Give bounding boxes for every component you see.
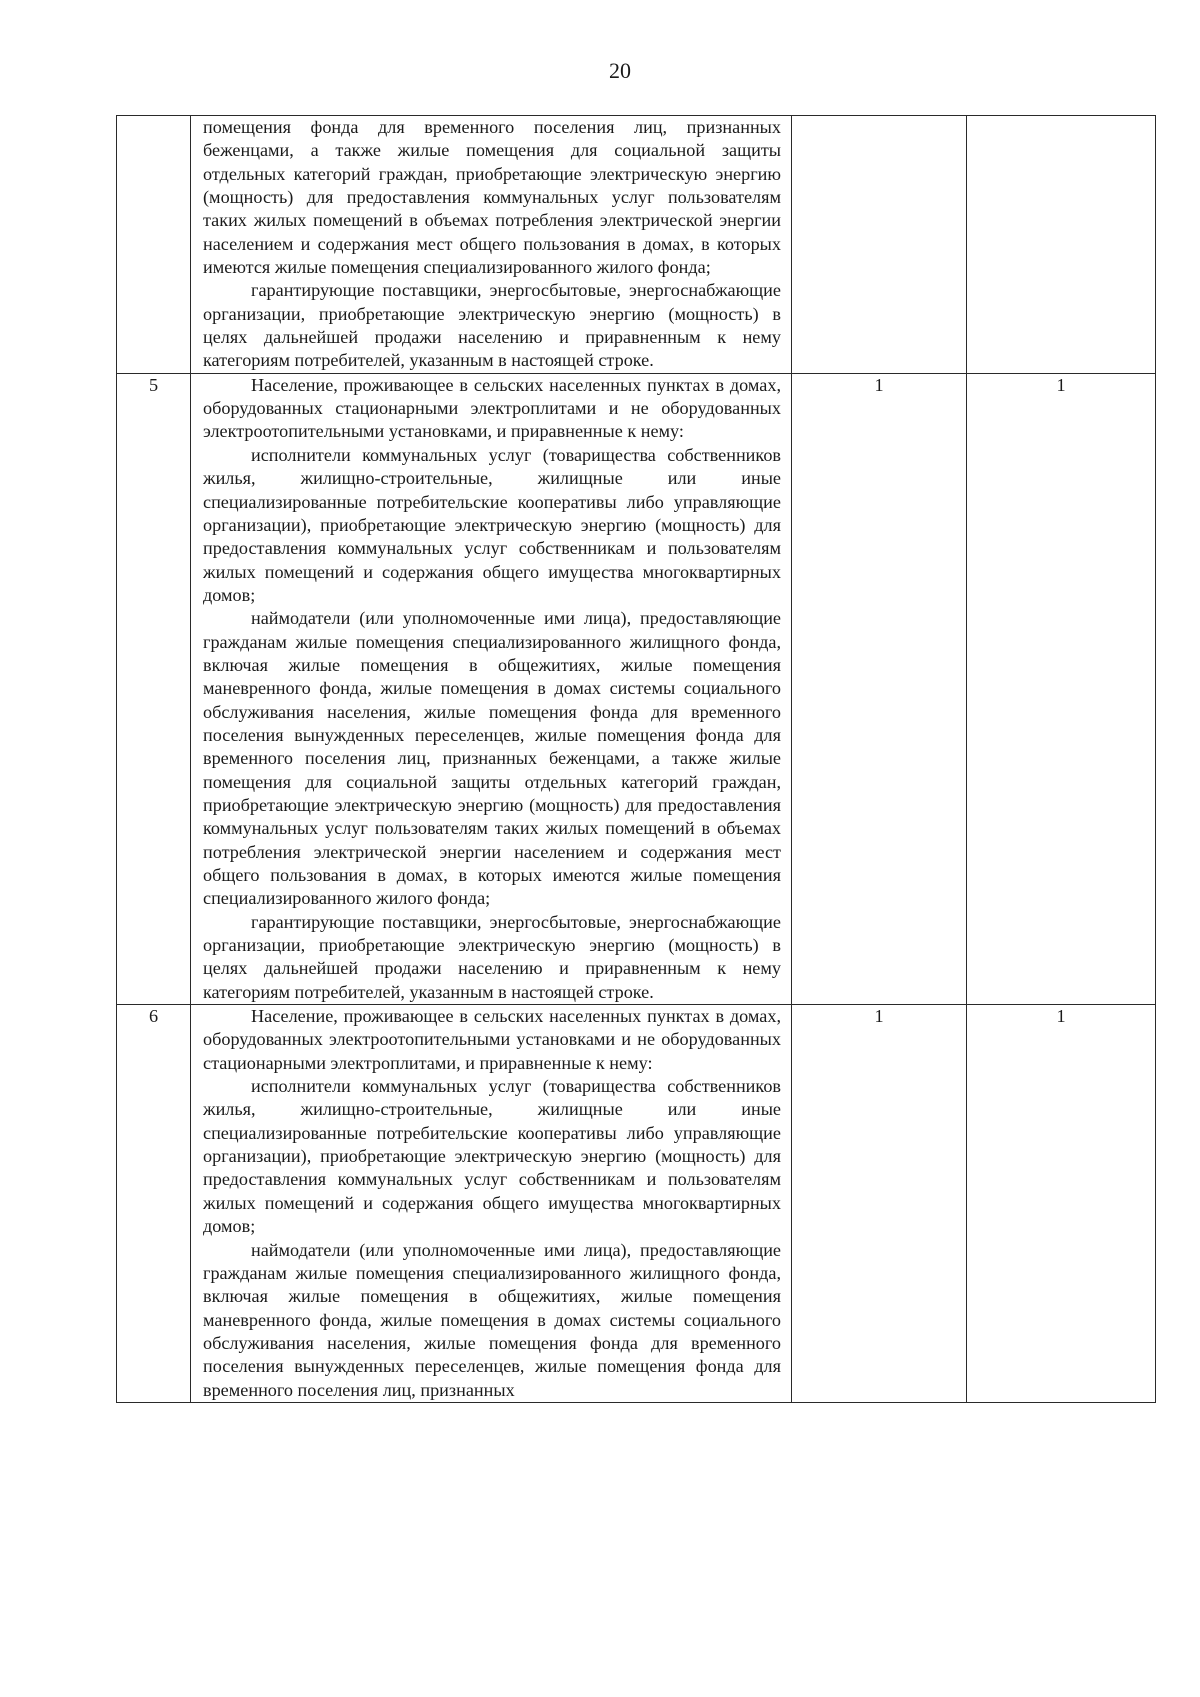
- row-description-cell: [191, 373, 792, 1004]
- value-1: 1: [874, 1006, 884, 1027]
- description-paragraph: наймодатели (или уполномоченные ими лица), предоставляющие гражданам жилые помещения специализированного жилищного фонда, включая жилые помещения в общежитиях, жилые помещения маневренного фонда, жилые помещения в домах системы социального обслуживания населения, жилые помещения фонда для временного поселения вынужденных переселенцев, жилые помещения фонда для временного поселения лиц, признанных беженцами, а также жилые помещения для социальной защиты отдельных категорий граждан, приобретающие электрическую энергию (мощность) для предоставления коммунальных услуг пользователям таких жилых помещений в объемах потребления электрической энергии населением и содержания мест общего пользования в домах, в которых имеются жилые помещения специализированного жилого фонда;: [203, 608, 781, 909]
- row-description-cell: [191, 1005, 792, 1403]
- value-2: 1: [1056, 1006, 1066, 1027]
- table-row: [117, 373, 1156, 1004]
- description-paragraph: Население, проживающее в сельских населенных пунктах в домах, оборудованных электроотопительными установками и не оборудованных стационарными электроплитами, и приравненные к нему:: [203, 1006, 781, 1073]
- value-cell-2: [967, 373, 1156, 1004]
- value-cell-1: [792, 1005, 967, 1403]
- table-row: [117, 1005, 1156, 1403]
- value-cell-1: [792, 373, 967, 1004]
- description-paragraph: наймодатели (или уполномоченные ими лица), предоставляющие гражданам жилые помещения специализированного жилищного фонда, включая жилые помещения в общежитиях, жилые помещения маневренного фонда, жилые помещения в домах системы социального обслуживания населения, жилые помещения фонда для временного поселения вынужденных переселенцев, жилые помещения фонда для временного поселения лиц, признанных: [203, 1239, 781, 1400]
- description-paragraph: исполнители коммунальных услуг (товарищества собственников жилья, жилищно-строительные, жилищные или иные специализированные потребительские кооперативы либо управляющие организации), приобретающие электрическую энергию (мощность) для предоставления коммунальных услуг собственникам и пользователям жилых помещений и содержания общего имущества многоквартирных домов;: [203, 1076, 781, 1237]
- value-2: 1: [1056, 374, 1066, 395]
- row-number: 6: [148, 1006, 159, 1027]
- row-description-cell: [191, 116, 792, 374]
- value-cell-2: [967, 116, 1156, 374]
- row-number-cell: [117, 373, 191, 1004]
- row-number-cell: [117, 1005, 191, 1403]
- description-paragraph: помещения фонда для временного поселения лиц, признанных беженцами, а также жилые помещения для социальной защиты отдельных категорий граждан, приобретающие электрическую энергию (мощность) для предоставления коммунальных услуг пользователям таких жилых помещений в объемах потребления электрической энергии населением и содержания мест общего пользования в домах, в которых имеются жилые помещения специализированного жилого фонда;: [203, 117, 781, 278]
- description-paragraph: исполнители коммунальных услуг (товарищества собственников жилья, жилищно-строительные, жилищные или иные специализированные потребительские кооперативы либо управляющие организации), приобретающие электрическую энергию (мощность) для предоставления коммунальных услуг собственникам и пользователям жилых помещений и содержания общего имущества многоквартирных домов;: [203, 444, 781, 605]
- value-cell-1: [792, 116, 967, 374]
- row-number: 5: [148, 374, 159, 395]
- page-number: 20: [609, 58, 631, 83]
- tariff-table: [116, 115, 1156, 1403]
- table-row: [117, 116, 1156, 374]
- description-paragraph: гарантирующие поставщики, энергосбытовые, энергоснабжающие организации, приобретающие электрическую энергию (мощность) в целях дальнейшей продажи населению и приравненным к нему категориям потребителей, указанным в настоящей строке.: [203, 911, 781, 1002]
- value-1: 1: [874, 374, 884, 395]
- row-number-cell: [117, 116, 191, 374]
- value-cell-2: [967, 1005, 1156, 1403]
- description-paragraph: гарантирующие поставщики, энергосбытовые, энергоснабжающие организации, приобретающие электрическую энергию (мощность) в целях дальнейшей продажи населению и приравненным к нему категориям потребителей, указанным в настоящей строке.: [203, 280, 781, 371]
- description-paragraph: Население, проживающее в сельских населенных пунктах в домах, оборудованных стационарными электроплитами и не оборудованных электроотопительными установками, и приравненные к нему:: [203, 374, 781, 442]
